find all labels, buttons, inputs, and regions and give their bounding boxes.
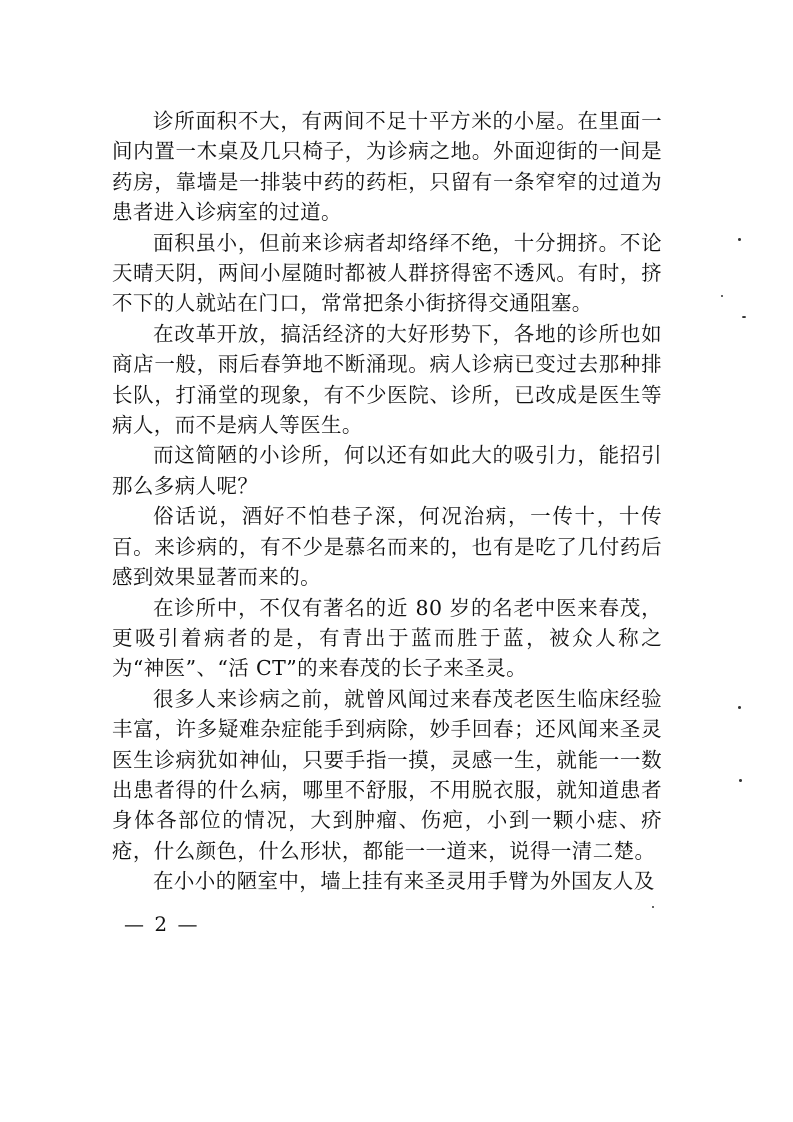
scan-speck [652,906,654,908]
scan-speck [739,779,742,782]
scan-speck [738,238,741,241]
paragraph: 诊所面积不大，有两间不足十平方米的小屋。在里面一间内置一木桌及几只椅子，为诊病之地。外面迎街的一间是药房，靠墙是一排装中药的药柜，只留有一条窄窄的过道为患者进入诊病室的过道。 [112,109,662,225]
paragraph: 在改革开放，搞活经济的大好形势下，各地的诊所也如商店一般，雨后春笋地不断涌现。病人诊病已变过去那种排长队，打涌堂的现象，有不少医院、诊所，已改成是医生等病人，而不是病人等医生。 [112,321,662,438]
body-text [112,106,662,897]
paragraph: 在小小的陋室中，墙上挂有来圣灵用手臂为外国友人及 [153,869,655,894]
page-number: — 2 — [124,912,200,936]
paragraph: 在诊所中，不仅有著名的近 80 岁的名老中医来春茂，更吸引着病者的是，有青出于蓝而胜于蓝，被众人称之为“神医”、“活 CT”的来春茂的长子来圣灵。 [112,595,662,681]
scan-speck [738,706,741,709]
paragraph: 很多人来诊病之前，就曾风闻过来春茂老医生临床经验丰富，许多疑难杂症能手到病除，妙手回春；还风闻来圣灵医生诊病犹如神仙，只要手指一摸，灵感一生，就能一一数出患者得的什么病，哪里不舒服，不用脱衣服，就知道患者身体各部位的情况，大到肿瘤、伤疤，小到一颗小痣、疥疮，什么颜色，什么形状，都能一一道来，说得一清二楚。 [112,686,662,863]
paragraph: 面积虽小，但前来诊病者却络绎不绝，十分拥挤。不论天晴天阴，两间小屋随时都被人群挤得密不透风。有时，挤不下的人就站在门口，常常把条小街挤得交通阻塞。 [112,230,662,316]
paragraph: 俗话说，酒好不怕巷子深，何况治病，一传十，十传百。来诊病的，有不少是慕名而来的，也有是吃了几付药后感到效果显著而来的。 [112,504,662,590]
scan-speck [742,316,746,318]
paragraph: 而这简陋的小诊所，何以还有如此大的吸引力，能招引那么多病人呢？ [112,443,662,498]
scan-speck [721,295,723,297]
